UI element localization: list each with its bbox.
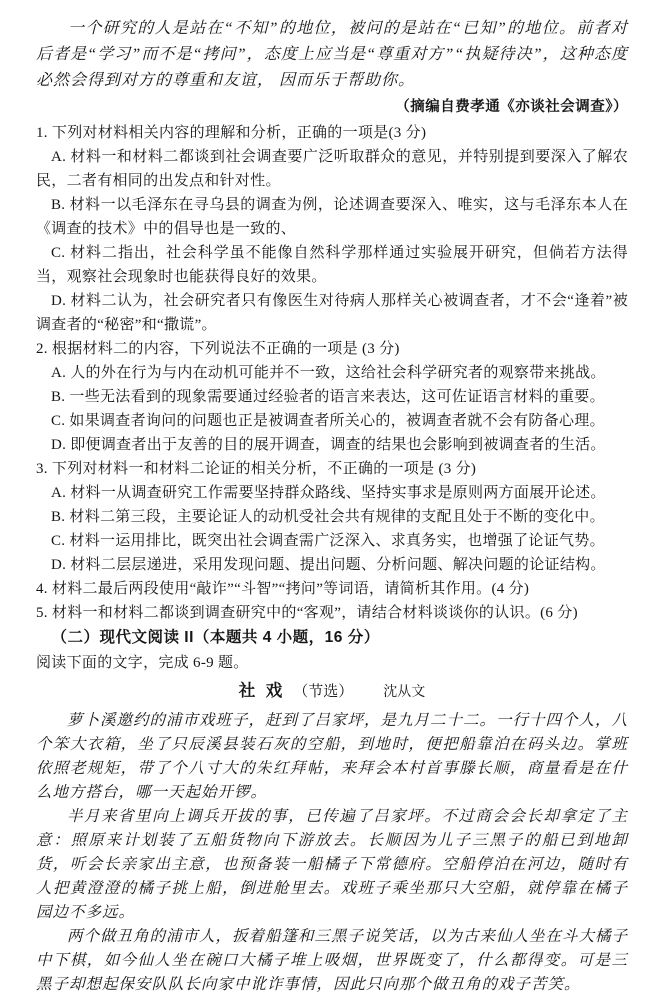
- question-1-option-b: B. 材料一以毛泽东在寻乌县的调查为例，论述调查要深入、唯实，这与毛泽东本人在《调查的技术》中的倡导也是一致的、: [36, 197, 628, 237]
- question-2-option-d: D. 即便调查者出于友善的目的展开调查，调查的结果也会影响到被调查者的生活。: [51, 437, 606, 453]
- question-3-option-b: B. 材料二第三段，主要论证人的动机受社会共有规律的支配且处于不断的变化中。: [51, 509, 605, 525]
- question-4-stem: 4. 材料二最后两段使用“敲诈”“斗智”“拷问”等词语，请简析其作用。(4 分): [36, 581, 530, 597]
- passage-paragraph-2: 半月来省里向上调兵开拔的事，已传遍了吕家坪。不过商会会长却拿定了主意：照原来计划装了五船货物向下游放去。长顺因为儿子三黑子的船已到地卸货，听会长亲家出主意，也预备装一船橘子下常德府。空船停泊在河边，随时有人把黄澄澄的橘子挑上船，倒进舱里去。戏班子乘坐那只大空船，就停靠在橘子园边不多远。: [36, 808, 628, 921]
- question-3-option-c: C. 材料一运用排比，既突出社会调查需广泛深入、求真务实，也增强了论证气势。: [51, 533, 605, 549]
- question-5-stem: 5. 材料一和材料二都谈到调查研究中的“客观”，请结合材料谈谈你的认识。(6 分): [36, 605, 578, 621]
- question-1-option-a: A. 材料一和材料二都谈到社会调查要广泛听取群众的意见，并特别提到要深入了解农民，二者有相同的出发点和针对性。: [36, 149, 628, 189]
- question-1-option-d: D. 材料二认为，社会研究者只有像医生对待病人那样关心被调查者，才不会“逢着”被调查者的“秘密”和“撒谎”。: [36, 293, 628, 333]
- question-2-option-c: C. 如果调查者询问的问题也正是被调查者所关心的，被调查者就不会有防备心理。: [51, 413, 605, 429]
- question-3: [36, 457, 628, 577]
- passage-author: 沈从文: [383, 685, 426, 700]
- question-2-option-b: B. 一些无法看到的现象需要通过经验者的语言来表达，这可佐证语言材料的重要。: [51, 389, 605, 405]
- passage-title-line: [36, 676, 628, 708]
- question-2-option-a: A. 人的外在行为与内在动机可能并不一致，这给社会科学研究者的观察带来挑战。: [51, 365, 606, 381]
- section-2-heading: （二）现代文阅读 II（本题共 4 小题，16 分）: [51, 629, 380, 646]
- passage-paragraph-1: 萝卜溪邀约的浦市戏班子，赶到了吕家坪，是九月二十二。一行十四个人，八个笨大衣箱，坐了只辰溪县装石灰的空船，到地时，便把船靠泊在码头边。掌班依照老规矩，带了个八寸大的朱红拜帖，来拜会本村首事滕长顺，商量看是在什么地方搭台，哪一天起始开锣。: [36, 712, 629, 801]
- passage-subtitle: （节选）: [293, 684, 354, 700]
- intro-paragraph: 一个研究的人是站在“不知”的地位，被问的是站在“已知”的地位。前者对后者是“学习”而不是“拷问”，态度上应当是“尊重对方”“执疑待决”，这种态度必然会得到对方的尊重和友谊， 因而乐于帮助你。: [36, 20, 628, 89]
- question-2: [36, 337, 628, 457]
- question-1-stem: 1. 下列对材料相关内容的理解和分析，正确的一项是(3 分): [36, 125, 427, 141]
- question-3-option-a: A. 材料一从调查研究工作需要坚持群众路线、坚持实事求是原则两方面展开论述。: [51, 485, 606, 501]
- passage-paragraph-3: 两个做丑角的浦市人，扳着船篷和三黑子说笑话，以为古来仙人坐在斗大橘子中下棋，如今仙人坐在碗口大橘子堆上吸烟，世界既变了，什么都得变。可是三黑子却想起保安队队长向家中讹诈事情，因此只向那个做丑角的戏子苦笑。: [36, 928, 629, 992]
- source-attribution: （摘编自费孝通《亦谈社会调查》）: [395, 99, 628, 115]
- passage-title: 社 戏: [238, 682, 286, 700]
- question-2-stem: 2. 根据材料二的内容，下列说法不正确的一项是 (3 分): [36, 341, 400, 357]
- question-1-option-c: C. 材料二指出，社会科学虽不能像自然科学那样通过实验展开研究，但倘若方法得当，观察社会现象时也能获得良好的效果。: [36, 245, 628, 285]
- question-3-option-d: D. 材料二层层递进，采用发现问题、提出问题、分析问题、解决问题的论证结构。: [51, 557, 606, 573]
- question-3-stem: 3. 下列对材料一和材料二论证的相关分析，不正确的一项是 (3 分): [36, 461, 477, 477]
- reading-instruction: 阅读下面的文字，完成 6-9 题。: [36, 655, 249, 671]
- question-1: [36, 121, 628, 337]
